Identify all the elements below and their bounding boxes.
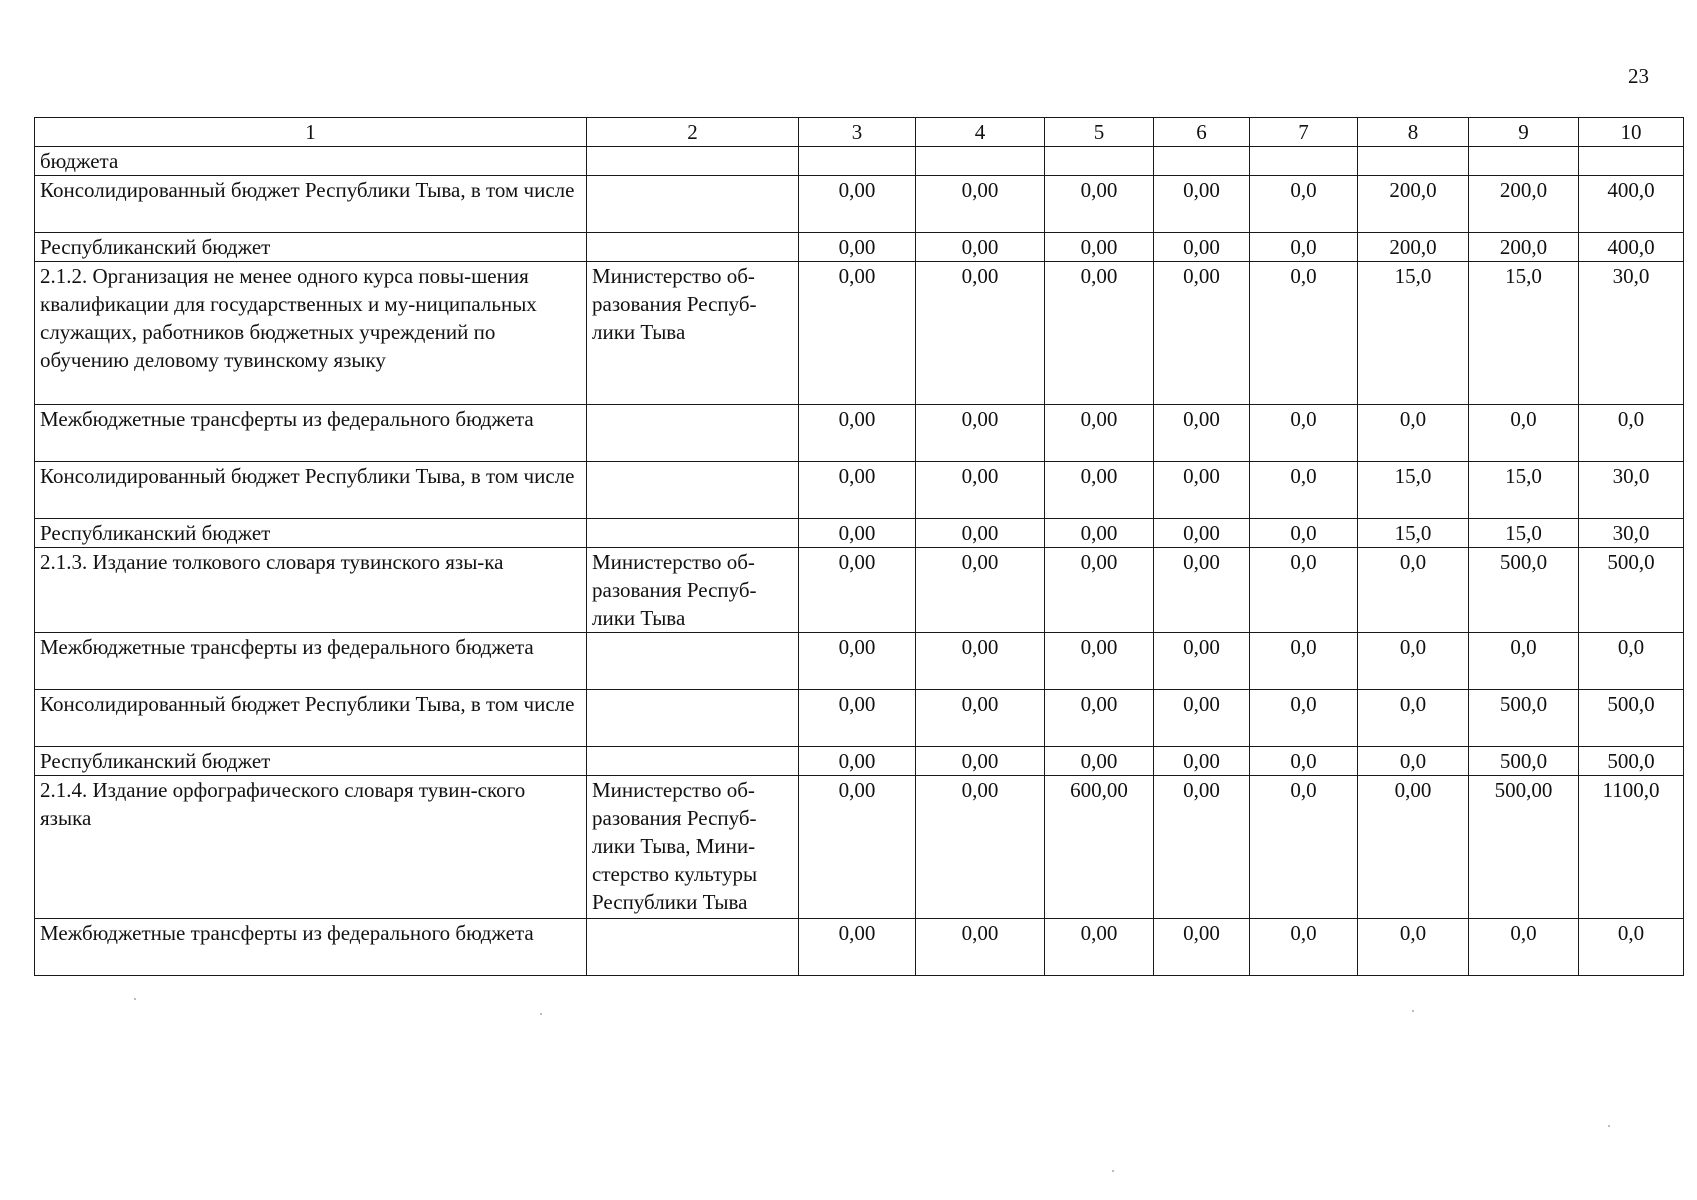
value-cell: 15,0 (1358, 462, 1469, 519)
value-cell: 0,00 (799, 262, 916, 405)
value-cell: 400,0 (1579, 176, 1684, 233)
row-name-cell: Республиканский бюджет (35, 519, 587, 548)
value-cell: 500,0 (1469, 548, 1579, 633)
value-cell: 0,00 (1045, 405, 1154, 462)
value-cell: 30,0 (1579, 262, 1684, 405)
value-cell: 0,00 (1045, 462, 1154, 519)
value-cell: 0,00 (916, 633, 1045, 690)
value-cell: 500,0 (1579, 548, 1684, 633)
value-cell: 0,00 (799, 405, 916, 462)
value-cell: 0,00 (799, 776, 916, 919)
value-cell: 0,00 (799, 519, 916, 548)
executor-cell (587, 176, 799, 233)
value-cell: 0,0 (1358, 405, 1469, 462)
table-row (35, 519, 1684, 548)
value-cell: 0,0 (1358, 690, 1469, 747)
value-cell: 400,0 (1579, 233, 1684, 262)
table-header (35, 118, 1684, 147)
value-cell: 0,0 (1250, 919, 1358, 976)
row-name-cell: бюджета (35, 147, 587, 176)
value-cell: 0,00 (799, 233, 916, 262)
value-cell: 0,0 (1358, 919, 1469, 976)
header-row (35, 118, 1684, 147)
value-cell (1579, 147, 1684, 176)
executor-cell (587, 747, 799, 776)
row-name-cell: Межбюджетные трансферты из федерального бюджета (35, 405, 587, 462)
table-row (35, 233, 1684, 262)
value-cell: 0,00 (1045, 690, 1154, 747)
value-cell: 0,00 (1154, 919, 1250, 976)
value-cell (1358, 147, 1469, 176)
value-cell: 0,0 (1250, 633, 1358, 690)
value-cell: 0,0 (1250, 690, 1358, 747)
table-row (35, 776, 1684, 919)
value-cell: 0,00 (1154, 633, 1250, 690)
value-cell: 0,0 (1250, 747, 1358, 776)
row-name-cell: Республиканский бюджет (35, 233, 587, 262)
value-cell: 0,0 (1579, 919, 1684, 976)
column-header: 10 (1579, 118, 1684, 147)
table-row (35, 405, 1684, 462)
value-cell (1469, 147, 1579, 176)
value-cell: 0,00 (916, 405, 1045, 462)
value-cell: 0,00 (799, 690, 916, 747)
row-name-cell: Консолидированный бюджет Республики Тыва, в том числе (35, 176, 587, 233)
table-body (35, 147, 1684, 976)
value-cell (1045, 147, 1154, 176)
value-cell: 500,0 (1579, 690, 1684, 747)
value-cell: 0,0 (1358, 548, 1469, 633)
executor-cell (587, 405, 799, 462)
value-cell (1250, 147, 1358, 176)
value-cell: 0,0 (1579, 405, 1684, 462)
value-cell: 0,00 (799, 633, 916, 690)
value-cell: 0,0 (1250, 176, 1358, 233)
row-name-cell: 2.1.2. Организация не менее одного курса повы-шения квалификации для государственных и му-ниципальных служащих, работников бюджетных учреждений по обучению деловому тувинскому языку (35, 262, 587, 405)
value-cell: 200,0 (1469, 233, 1579, 262)
value-cell: 0,0 (1250, 233, 1358, 262)
value-cell: 0,00 (916, 262, 1045, 405)
scan-speck (1412, 1010, 1414, 1012)
value-cell: 0,00 (1154, 690, 1250, 747)
value-cell: 15,0 (1469, 519, 1579, 548)
table-row (35, 747, 1684, 776)
column-header: 2 (587, 118, 799, 147)
value-cell: 0,00 (1045, 262, 1154, 405)
value-cell: 0,0 (1579, 633, 1684, 690)
executor-cell (587, 462, 799, 519)
table-row (35, 176, 1684, 233)
executor-cell (587, 233, 799, 262)
value-cell: 0,00 (1045, 548, 1154, 633)
value-cell: 500,0 (1469, 747, 1579, 776)
value-cell: 0,00 (1045, 747, 1154, 776)
value-cell: 30,0 (1579, 519, 1684, 548)
value-cell: 15,0 (1358, 262, 1469, 405)
value-cell: 0,00 (1045, 633, 1154, 690)
executor-cell (587, 919, 799, 976)
row-name-cell: Межбюджетные трансферты из федерального бюджета (35, 919, 587, 976)
value-cell: 0,00 (916, 233, 1045, 262)
value-cell: 0,00 (1154, 176, 1250, 233)
value-cell: 0,00 (916, 519, 1045, 548)
value-cell: 0,00 (1358, 776, 1469, 919)
scan-speck (540, 1013, 542, 1015)
value-cell: 0,00 (1154, 462, 1250, 519)
value-cell: 0,00 (916, 462, 1045, 519)
table-row (35, 147, 1684, 176)
value-cell: 0,0 (1469, 633, 1579, 690)
value-cell: 0,00 (916, 776, 1045, 919)
value-cell: 500,0 (1469, 690, 1579, 747)
value-cell: 0,00 (916, 548, 1045, 633)
value-cell: 0,0 (1250, 462, 1358, 519)
column-header: 7 (1250, 118, 1358, 147)
value-cell: 0,00 (916, 747, 1045, 776)
table-row (35, 462, 1684, 519)
value-cell: 0,00 (1154, 405, 1250, 462)
value-cell: 0,00 (799, 462, 916, 519)
executor-cell: Министерство об-разования Респуб-лики Тыва (587, 548, 799, 633)
value-cell: 0,00 (799, 919, 916, 976)
value-cell: 0,0 (1250, 262, 1358, 405)
value-cell: 0,0 (1250, 776, 1358, 919)
value-cell: 0,00 (1045, 176, 1154, 233)
table-row (35, 262, 1684, 405)
value-cell: 200,0 (1358, 233, 1469, 262)
value-cell: 0,00 (1154, 747, 1250, 776)
column-header: 5 (1045, 118, 1154, 147)
column-header: 6 (1154, 118, 1250, 147)
value-cell: 0,00 (1154, 548, 1250, 633)
value-cell: 0,0 (1469, 919, 1579, 976)
executor-cell (587, 519, 799, 548)
executor-cell: Министерство об-разования Респуб-лики Тыва (587, 262, 799, 405)
value-cell: 15,0 (1469, 462, 1579, 519)
value-cell: 0,0 (1358, 633, 1469, 690)
row-name-cell: Межбюджетные трансферты из федерального бюджета (35, 633, 587, 690)
column-header: 3 (799, 118, 916, 147)
value-cell (799, 147, 916, 176)
value-cell: 0,00 (799, 176, 916, 233)
executor-cell (587, 147, 799, 176)
value-cell: 200,0 (1469, 176, 1579, 233)
value-cell: 0,00 (799, 548, 916, 633)
page-number: 23 (1628, 64, 1649, 88)
value-cell (916, 147, 1045, 176)
value-cell (1154, 147, 1250, 176)
value-cell: 0,00 (1045, 519, 1154, 548)
value-cell: 0,00 (1045, 233, 1154, 262)
value-cell: 0,00 (916, 690, 1045, 747)
column-header: 8 (1358, 118, 1469, 147)
value-cell: 0,00 (1154, 519, 1250, 548)
row-name-cell: 2.1.3. Издание толкового словаря тувинского язы-ка (35, 548, 587, 633)
executor-cell (587, 690, 799, 747)
column-header: 1 (35, 118, 587, 147)
value-cell: 0,0 (1250, 519, 1358, 548)
table-row (35, 633, 1684, 690)
scan-speck (1608, 1125, 1610, 1127)
row-name-cell: Консолидированный бюджет Республики Тыва, в том числе (35, 690, 587, 747)
value-cell: 15,0 (1469, 262, 1579, 405)
value-cell: 0,0 (1250, 548, 1358, 633)
scan-speck (134, 998, 136, 1000)
value-cell: 0,00 (1154, 776, 1250, 919)
value-cell: 0,00 (1045, 919, 1154, 976)
value-cell: 0,00 (916, 919, 1045, 976)
value-cell: 500,0 (1579, 747, 1684, 776)
column-header: 9 (1469, 118, 1579, 147)
value-cell: 0,00 (1154, 262, 1250, 405)
value-cell: 15,0 (1358, 519, 1469, 548)
table-row (35, 548, 1684, 633)
value-cell: 0,0 (1250, 405, 1358, 462)
value-cell: 1100,0 (1579, 776, 1684, 919)
row-name-cell: 2.1.4. Издание орфографического словаря тувин-ского языка (35, 776, 587, 919)
row-name-cell: Республиканский бюджет (35, 747, 587, 776)
value-cell: 0,00 (1154, 233, 1250, 262)
value-cell: 30,0 (1579, 462, 1684, 519)
value-cell: 600,00 (1045, 776, 1154, 919)
scan-speck (1112, 1170, 1114, 1172)
table-row (35, 690, 1684, 747)
value-cell: 0,0 (1469, 405, 1579, 462)
value-cell: 0,0 (1358, 747, 1469, 776)
value-cell: 500,00 (1469, 776, 1579, 919)
budget-table (34, 117, 1684, 976)
executor-cell (587, 633, 799, 690)
column-header: 4 (916, 118, 1045, 147)
value-cell: 200,0 (1358, 176, 1469, 233)
value-cell: 0,00 (916, 176, 1045, 233)
executor-cell: Министерство об-разования Респуб-лики Тыва, Мини-стерство культуры Республики Тыва (587, 776, 799, 919)
row-name-cell: Консолидированный бюджет Республики Тыва, в том числе (35, 462, 587, 519)
value-cell: 0,00 (799, 747, 916, 776)
table-row (35, 919, 1684, 976)
